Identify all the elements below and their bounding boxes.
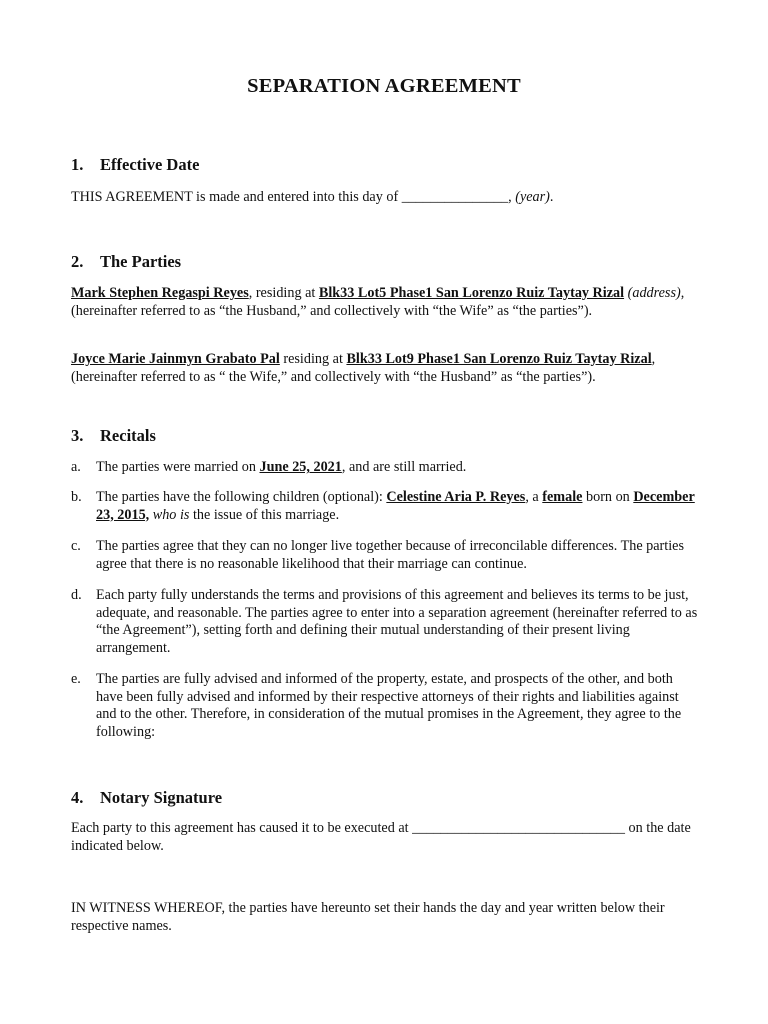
recital-text: the issue of this marriage.: [189, 506, 340, 523]
section-number: 1.: [71, 155, 84, 174]
recital-text: The parties have the following children (optional):: [96, 489, 387, 505]
recital-text: , and are still married.: [341, 459, 467, 475]
comma-text: ,: [508, 189, 516, 205]
effective-date-text: THIS AGREEMENT is made and entered into this day of: [71, 189, 402, 205]
section-heading-effective-date: [71, 155, 199, 175]
recital-item-c: [71, 538, 701, 573]
section-title: The Parties: [100, 252, 182, 271]
executed-text: Each party to this agreement has caused it to be executed at: [71, 820, 413, 836]
recital-item-a: [71, 459, 701, 477]
recital-item-d: [71, 587, 701, 657]
wife-address: Blk33 Lot9 Phase1 San Lorenzo Ruiz Taytay Rizal: [346, 351, 652, 367]
husband-rest-text: , (hereinafter referred to as “the Husband,” and collectively with “the Wife” as “the parties”).: [71, 285, 685, 319]
item-body: Each party fully understands the terms and provisions of this agreement and believes its terms to be just, adequate, and reasonable. The parties agree to enter into a separation agreement (hereinafter referred to as “the Agreement”), setting forth and defining their mutual understanding of their present living arrangement.: [96, 587, 698, 656]
wife-name: Joyce Marie Jainmyn Grabato Pal: [71, 351, 280, 367]
section-heading-recitals: [71, 426, 156, 446]
item-letter: a.: [71, 459, 81, 475]
period-text: .: [549, 189, 554, 205]
item-body: The parties agree that they can no longer live together because of irreconcilable differences. The parties agree that there is no reasonable likelihood that their marriage can continue.: [96, 538, 684, 572]
executed-text: on the date indicated below.: [71, 820, 691, 854]
wife-paragraph: [71, 351, 701, 386]
executed-paragraph: [71, 820, 701, 855]
item-body: The parties are fully advised and informed of the property, estate, and prospects of the other, and both have been fully advised and informed by their respective attorneys of their rights and liabilities against and to the other. Therefore, in consideration of the mutual promises in the Agreement, they agree to the following:: [96, 671, 682, 740]
recital-text: born on: [582, 489, 634, 505]
section-title: Notary Signature: [100, 788, 223, 807]
section-number: 3.: [71, 426, 84, 445]
wife-rest-text: , (hereinafter referred to as “ the Wife,” and collectively with “the Husband” as “the parties”).: [71, 351, 656, 385]
recital-text: , a: [525, 489, 543, 505]
effective-date-paragraph: [71, 189, 701, 207]
item-letter: e.: [71, 671, 81, 687]
item-body: [96, 489, 701, 524]
recital-text: The parties were married on: [96, 459, 260, 475]
marriage-date: June 25, 2021: [259, 459, 342, 475]
witness-paragraph: IN WITNESS WHEREOF, the parties have hereunto set their hands the day and year written below their respective names.: [71, 900, 665, 934]
recital-item-b: [71, 489, 701, 524]
location-blank: ______________________________: [412, 820, 625, 836]
item-body: [96, 459, 701, 477]
item-letter: d.: [71, 587, 82, 603]
who-is-text: who is: [149, 506, 190, 523]
document-title: SEPARATION AGREEMENT: [247, 75, 521, 97]
child-gender: female: [542, 489, 583, 505]
residing-text: residing at: [279, 351, 347, 367]
item-letter: b.: [71, 489, 82, 505]
husband-name: Mark Stephen Regaspi Reyes: [71, 285, 249, 301]
year-note: (year): [515, 189, 550, 205]
birth-date: December 23, 2015,: [96, 489, 695, 523]
residing-text: , residing at: [248, 285, 319, 301]
address-note: (address): [627, 285, 681, 301]
section-number: 2.: [71, 252, 84, 271]
husband-address: Blk33 Lot5 Phase1 San Lorenzo Ruiz Taytay Rizal: [318, 285, 625, 301]
husband-paragraph: [71, 285, 701, 320]
item-letter: c.: [71, 538, 81, 554]
section-number: 4.: [71, 788, 84, 807]
date-blank: _______________: [401, 189, 509, 205]
section-title: Recitals: [100, 426, 156, 445]
section-heading-notary: [71, 788, 222, 808]
recital-item-e: [71, 671, 701, 741]
child-name: Celestine Aria P. Reyes: [386, 489, 526, 505]
section-heading-parties: [71, 252, 181, 272]
section-title: Effective Date: [100, 155, 200, 174]
